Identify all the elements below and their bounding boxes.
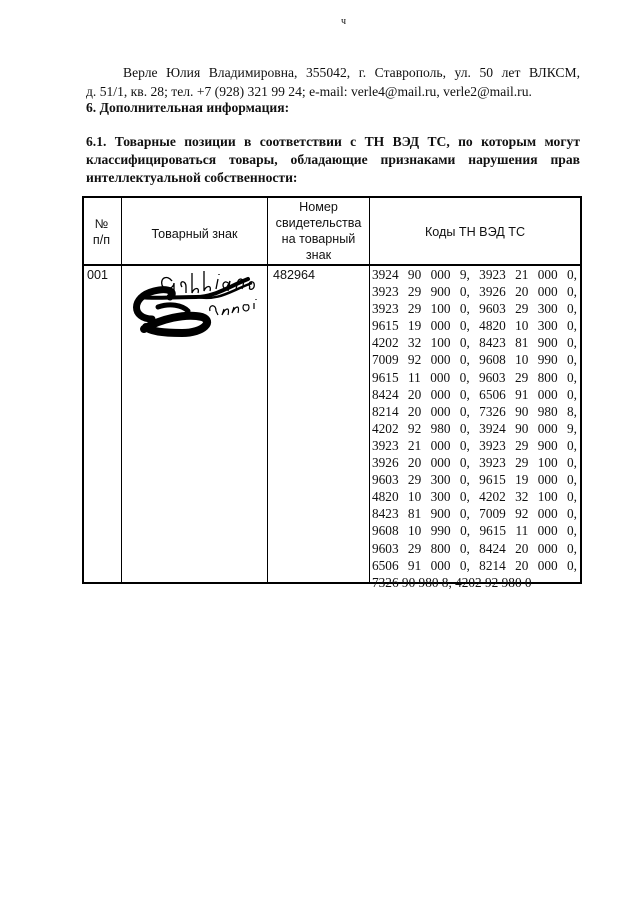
code-line: 3924 90 000 9, 3923 21 000 0, xyxy=(372,267,577,282)
header-num-line-1: № xyxy=(94,217,109,231)
code-line: 9608 10 990 0, 9615 11 000 0, xyxy=(372,523,577,539)
tn-ved-table xyxy=(82,196,582,590)
table-top-border xyxy=(82,196,582,198)
page-mark: ч xyxy=(341,16,347,27)
header-num-line-2: п/п xyxy=(92,233,111,247)
header-num xyxy=(82,216,121,248)
section-6-title: 6. Дополнительная информация: xyxy=(86,100,290,115)
table-left-border xyxy=(82,196,84,584)
header-certificate xyxy=(268,199,369,263)
col-divider-3 xyxy=(369,196,370,584)
code-line: 9603 29 800 0, 8424 20 000 0, xyxy=(372,540,577,556)
code-line: 9615 11 000 0, 9603 29 800 0, xyxy=(372,369,577,385)
table-right-border xyxy=(580,196,582,584)
owner-line-2: д. 51/1, кв. 28; тел. +7 (928) 321 99 24; e-mail: verle4@mail.ru, verle2@mail.ru. xyxy=(86,84,532,99)
header-trademark: Товарный знак xyxy=(151,227,238,241)
header-codes: Коды ТН ВЭД ТС xyxy=(424,225,526,239)
code-line: 4202 92 980 0, 3924 90 000 9, xyxy=(372,420,577,436)
row-certificate: 482964 xyxy=(273,268,316,282)
code-line: 7326 90 980 8, 4202 92 980 0 xyxy=(372,574,532,590)
header-cert-line-2: свидетельства xyxy=(275,216,362,230)
section-6-1-line-1: 6.1. Товарные позиции в соответствии с ТН ВЭД ТС, по которым могут xyxy=(86,134,580,149)
code-line: 3923 29 100 0, 9603 29 300 0, xyxy=(372,301,577,317)
header-cert-line-4: знак xyxy=(305,248,332,262)
code-line: 7009 92 000 0, 9608 10 990 0, xyxy=(372,352,577,368)
row-codes xyxy=(372,266,577,591)
code-line: 4202 32 100 0, 8423 81 900 0, xyxy=(372,335,577,351)
code-line: 8214 20 000 0, 7326 90 980 8, xyxy=(372,403,577,419)
section-6-1-line-2: классифицироваться товары, обладающие признаками нарушения прав xyxy=(86,152,580,167)
section-6-1-heading xyxy=(86,133,580,187)
code-line: 6506 91 000 0, 8214 20 000 0, xyxy=(372,557,577,573)
code-line: 9603 29 300 0, 9615 19 000 0, xyxy=(372,472,577,488)
code-line: 3926 20 000 0, 3923 29 100 0, xyxy=(372,455,577,471)
owner-line-1: Верле Юлия Владимировна, 355042, г. Ставрополь, ул. 50 лет ВЛКСМ, xyxy=(123,65,580,80)
row-num: 001 xyxy=(87,268,109,282)
header-cert-line-1: Номер xyxy=(299,200,338,214)
col-divider-1 xyxy=(121,196,122,584)
code-line: 8424 20 000 0, 6506 91 000 0, xyxy=(372,386,577,402)
trademark-logo xyxy=(130,267,266,347)
code-line: 9615 19 000 0, 4820 10 300 0, xyxy=(372,318,577,334)
code-line: 8423 81 900 0, 7009 92 000 0, xyxy=(372,506,577,522)
code-line: 3923 21 000 0, 3923 29 900 0, xyxy=(372,437,577,453)
code-line: 4820 10 300 0, 4202 32 100 0, xyxy=(372,489,577,505)
header-cert-line-3: на товарный xyxy=(281,232,356,246)
section-6-1-line-3: интеллектуальной собственности: xyxy=(86,170,298,185)
owner-contact-block xyxy=(86,63,580,101)
code-line: 3923 29 900 0, 3926 20 000 0, xyxy=(372,284,577,300)
